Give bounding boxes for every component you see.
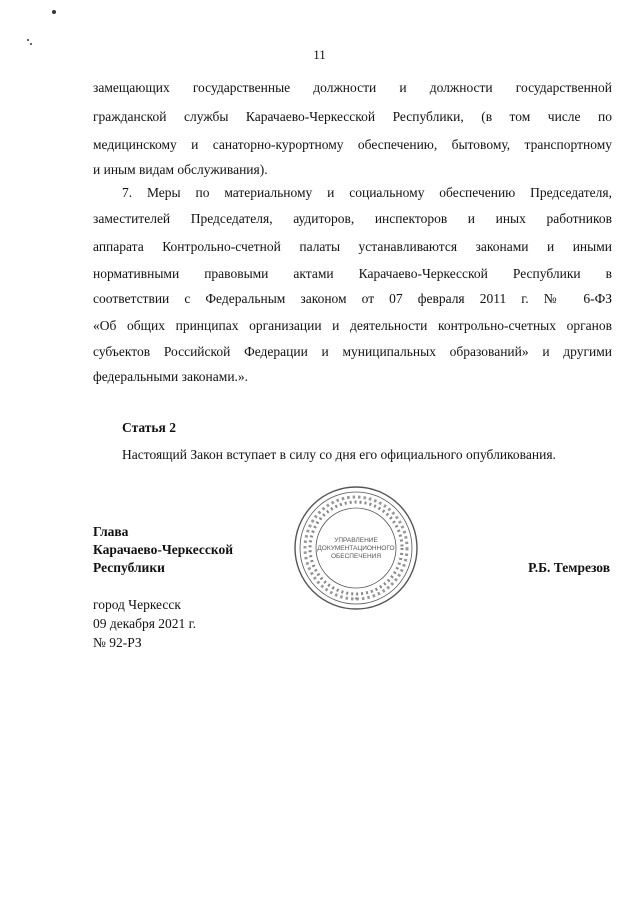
seal-center-text: ДОКУМЕНТАЦИОННОГО bbox=[317, 545, 395, 552]
article-text: Настоящий Закон вступает в силу со дня его официального опубликования. bbox=[122, 447, 556, 462]
scan-mark bbox=[52, 10, 56, 14]
text-line: субъектов Российской Федерации и муниципальных образований» и другими bbox=[93, 344, 612, 359]
scan-mark bbox=[30, 43, 32, 45]
text-line: заместителей Председателя, аудиторов, инспекторов и иных работников bbox=[93, 211, 612, 226]
place: город Черкесск bbox=[93, 597, 181, 612]
text-line: нормативными правовыми актами Карачаево-Черкесской Республики в bbox=[93, 266, 612, 281]
signatory-name: Р.Б. Темрезов bbox=[528, 560, 610, 575]
text-line: «Об общих принципах организации и деятельности контрольно-счетных органов bbox=[93, 318, 612, 333]
text-line: аппарата Контрольно-счетной палаты устанавливаются законами и иными bbox=[93, 239, 612, 254]
page-number: 11 bbox=[313, 47, 326, 62]
signatory-title-line: Глава bbox=[93, 524, 129, 539]
article-heading: Статья 2 bbox=[122, 420, 176, 435]
text-line: 7. Меры по материальному и социальному обеспечению Председателя, bbox=[122, 185, 612, 200]
official-seal-stamp bbox=[292, 484, 420, 612]
text-line: федеральными законами.». bbox=[93, 369, 249, 384]
date: 09 декабря 2021 г. bbox=[93, 616, 197, 631]
text-line: и иным видам обслуживания). bbox=[93, 162, 268, 177]
scan-mark bbox=[27, 39, 29, 41]
signatory-title-line: Карачаево-Черкесской bbox=[93, 542, 233, 557]
text-line: медицинскому и санаторно-курортному обеспечению, бытовому, транспортному bbox=[93, 137, 612, 152]
law-number: № 92-РЗ bbox=[93, 635, 142, 650]
text-line: соответствии с Федеральным законом от 07 февраля 2011 г. № 6-ФЗ bbox=[93, 291, 612, 306]
svg-text:*: * bbox=[354, 597, 358, 604]
text-line: замещающих государственные должности и должности государственной bbox=[93, 80, 612, 95]
signatory-title-line: Республики bbox=[93, 560, 165, 575]
seal-center-text: УПРАВЛЕНИЕ bbox=[334, 537, 378, 544]
text-line: гражданской службы Карачаево-Черкесской Республики, (в том числе по bbox=[93, 109, 612, 124]
seal-center-text: ОБЕСПЕЧЕНИЯ bbox=[330, 553, 382, 560]
